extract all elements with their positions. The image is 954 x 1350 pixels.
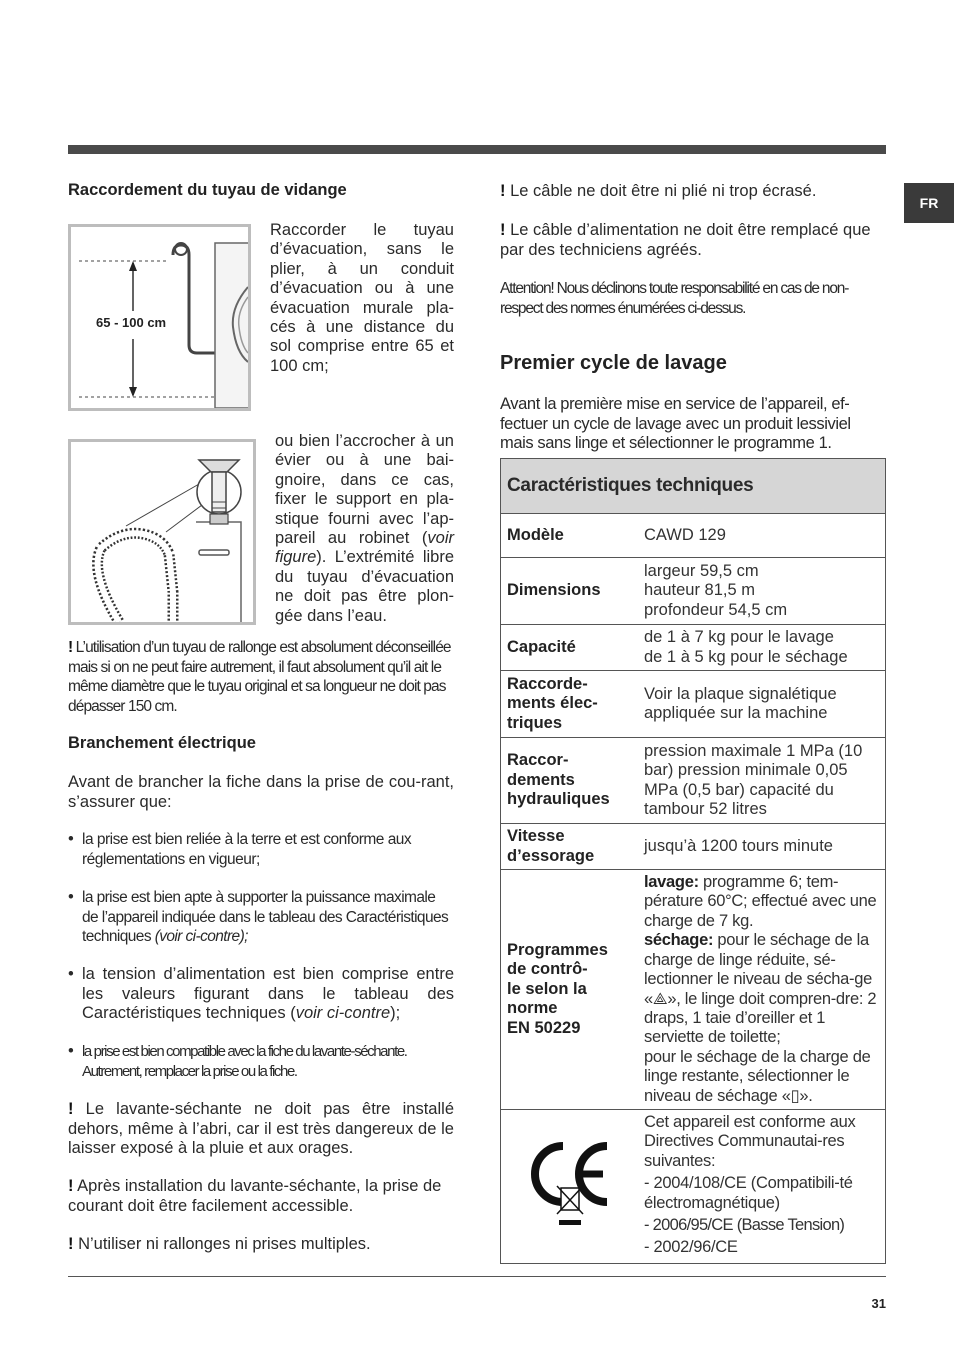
electrical-connection-label: Raccorde-ments élec-triques (501, 671, 637, 738)
table-row (501, 459, 886, 514)
test-programs-label-line: EN 50229 (507, 1018, 581, 1037)
table-row (501, 514, 886, 558)
table-row (501, 558, 886, 625)
warning-mark: ! (500, 221, 506, 239)
drain-heading: Raccordement du tuyau de vidange (68, 181, 347, 199)
capacity-dry: de 1 à 5 kg pour le séchage (644, 647, 848, 666)
sink-hook-text-a: ou bien l’accrocher à un évier ou à une bai-gnoire, dans ce cas, fixer le support en pla-stique fourni avec l’ap-pareil au robinet ( (275, 432, 454, 548)
spin-speed-label: Vitesse d’essorage (501, 824, 637, 870)
test-programs-label-line: le selon la (507, 979, 587, 998)
table-row (501, 625, 886, 671)
electrical-connection-value: Voir la plaque signalétique appliquée sur la machine (636, 671, 886, 738)
bullet-voltage-text (82, 965, 454, 1024)
ce-mark-icon (527, 1138, 611, 1230)
test-programs-label-line: de contrô- (507, 960, 588, 979)
dimension-width: largeur 59,5 cm (644, 561, 759, 580)
see-opposite-ref: voir ci-contre (295, 1004, 391, 1022)
warning-mark: ! (68, 1177, 74, 1195)
dry-test-program (644, 931, 879, 1047)
capacity-label: Capacité (501, 625, 637, 671)
warning-mark: ! (68, 1235, 74, 1253)
accessible-socket-text: Après installation du lavante-séchante, la prise de courant doit être facilement accessible. (68, 1177, 442, 1215)
multi-plug-warning (68, 1235, 454, 1255)
see-figure-ref: voir figure (275, 529, 454, 567)
test-programs-label (501, 870, 637, 1110)
bullet-dot: • (68, 888, 74, 906)
multi-plug-text: N’utiliser ni rallonges ni prises multiples. (73, 1235, 371, 1253)
ce-intro-text: Cet appareil est conforme aux Directives Communautai-res suivantes: (644, 1113, 856, 1170)
dry-text-end: ». (799, 1086, 813, 1105)
capacity-wash: de 1 à 7 kg pour le lavage (644, 628, 834, 647)
cable-replace-text: Le câble d’alimentation ne doit être remplacé que par des techniciens agréés. (500, 221, 871, 259)
directive-weee: - 2002/96/CE (644, 1238, 738, 1257)
extension-hose-note (68, 638, 456, 716)
table-row (501, 1110, 886, 1264)
bullet-voltage-a: la tension d’alimentation est bien comprise entre les valeurs figurant dans le tableau des Caractéristiques techniques ( (82, 965, 454, 1022)
cable-bend-text: Le câble ne doit être ni plié ni trop écrasé. (505, 182, 817, 200)
dimension-depth: profondeur 54,5 cm (644, 600, 788, 619)
bullet-voltage-b: ); (390, 1004, 401, 1022)
test-programs-value (636, 870, 886, 1110)
first-cycle-heading: Premier cycle de lavage (500, 352, 727, 374)
table-row (501, 870, 886, 1110)
height-range-label: 65 - 100 cm (96, 315, 167, 330)
sink-hook-text-b: ). L’extrémité libre du tuyau d’évacuation ne doit pas être plon-gée dans l’eau. (275, 548, 454, 625)
accessible-socket-warning (68, 1177, 456, 1216)
bullet-power-text (82, 888, 454, 947)
drain-height-figure (68, 224, 251, 411)
cable-replace-warning (500, 221, 888, 260)
electrical-intro: Avant de brancher la fiche dans la prise de cou-rant, s’assurer que: (68, 773, 454, 811)
bullet-dot: • (68, 965, 74, 983)
remaining-dry-program (644, 1048, 879, 1106)
list-item (68, 965, 454, 1024)
model-label: Modèle (501, 514, 637, 558)
dry-text-2: », le linge doit compren-dre: 2 draps, 1 taie d’oreiller et 1 serviette de toilette; (644, 989, 877, 1047)
wash-label: lavage: (644, 873, 699, 892)
extension-hose-text: L’utilisation d’un tuyau de rallonge est absolument déconseillée mais si on ne peut faire autrement, il faut absolument qu’il ait le même diamètre que le tuyau original et sa longueur ne doit pas dépasser 150 cm. (68, 639, 451, 715)
ce-directives (636, 1110, 886, 1264)
directive-low-voltage: - 2006/95/CE (Basse Tension) (644, 1216, 845, 1235)
footer-rule (68, 1276, 886, 1277)
first-cycle-text: Avant la première mise en service de l’appareil, ef-fectuer un cycle de lavage avec un produit lessiviel mais sans linge et sélectionner le programme 1. (500, 395, 851, 452)
technical-specs-table (500, 458, 886, 1264)
water-connection-label: Raccor-dements hydrauliques (501, 738, 637, 824)
bullet-dot: • (68, 830, 74, 848)
bullet-dot: • (68, 1042, 74, 1060)
dimension-height: hauteur 81,5 m (644, 581, 755, 600)
liability-notice: Attention! Nous déclinons toute responsabilité en cas de non-respect des normes énumérées ci-dessus. (500, 280, 849, 317)
electrical-heading: Branchement électrique (68, 734, 256, 752)
specs-title: Caractéristiques techniques (501, 459, 886, 514)
warning-mark: ! (68, 1100, 74, 1118)
cable-bend-warning (500, 182, 886, 202)
model-value: CAWD 129 (636, 514, 886, 558)
language-tab (904, 183, 954, 223)
water-connection-value: pression maximale 1 MPa (10 bar) pression minimale 0,05 MPa (0,5 bar) capacité du tambour 52 litres (636, 738, 886, 824)
spin-speed-value: jusqu’à 1200 tours minute (636, 824, 886, 870)
ce-logo-cell (501, 1110, 637, 1264)
language-tab-label: FR (919, 195, 939, 211)
list-item (68, 830, 454, 869)
table-row (501, 671, 886, 738)
outdoor-warning (68, 1100, 454, 1159)
sink-hook-figure (68, 439, 256, 625)
test-programs-label-line: norme (507, 999, 558, 1018)
outdoor-warning-text: Le lavante-séchante ne doit pas être installé dehors, même à l’abri, car il est très dangereux de le laisser exposé à la pluie et aux orages. (68, 1100, 454, 1157)
list-item (68, 888, 454, 947)
see-opposite-ref: (voir ci-contre); (154, 928, 248, 945)
drying-level-icon: ▯ (790, 1086, 800, 1105)
drain-connection-text: Raccorder le tuyau d’évacuation, sans le plier, à un conduit d’évacuation ou à une évacuation murale pla-cés à une distance du sol comprise entre 65 et 100 cm; (270, 221, 454, 375)
bullet-power-a: la prise est bien apte à supporter la puissance maximale de l’appareil indiquée dans le tableau des Caractéristiques techniques (82, 889, 449, 945)
test-programs-label-line: Programmes (507, 940, 608, 959)
dry-text-3: pour le séchage de la charge de linge restante, sélectionner le niveau de séchage « (644, 1047, 871, 1105)
capacity-value (636, 625, 886, 671)
dry-label: séchage: (644, 931, 714, 950)
table-row (501, 738, 886, 824)
directive-emc: - 2004/108/CE (Compatibili-té électromagnétique) (644, 1174, 853, 1212)
sink-hook-text (275, 432, 454, 626)
header-rule (68, 145, 886, 154)
table-row (501, 824, 886, 870)
list-item (68, 1042, 454, 1081)
bullet-plug-text: la prise est bien compatible avec la fiche du lavante-séchante. Autrement, remplacer la prise ou la fiche. (82, 1043, 407, 1080)
ce-mark-text (611, 1138, 612, 1139)
drying-level-icon: ⟁ (652, 989, 668, 1008)
wash-text: programme 6; tem-pérature 60°C; effectué avec une charge de 7 kg. (644, 873, 877, 930)
dimensions-label: Dimensions (501, 558, 637, 625)
wash-test-program (644, 873, 879, 931)
hose-hook-tap-illustration (71, 442, 253, 622)
bullet-earth-text: la prise est bien reliée à la terre et est conforme aux réglementations en vigueur; (82, 831, 412, 868)
dry-text: pour le séchage de la charge de linge réduite, sé-lectionner le niveau de sécha-ge « (644, 931, 872, 1008)
dimensions-value (636, 558, 886, 625)
page-number: 31 (871, 1296, 886, 1311)
warning-mark: ! (68, 639, 73, 656)
warning-mark: ! (500, 182, 506, 200)
